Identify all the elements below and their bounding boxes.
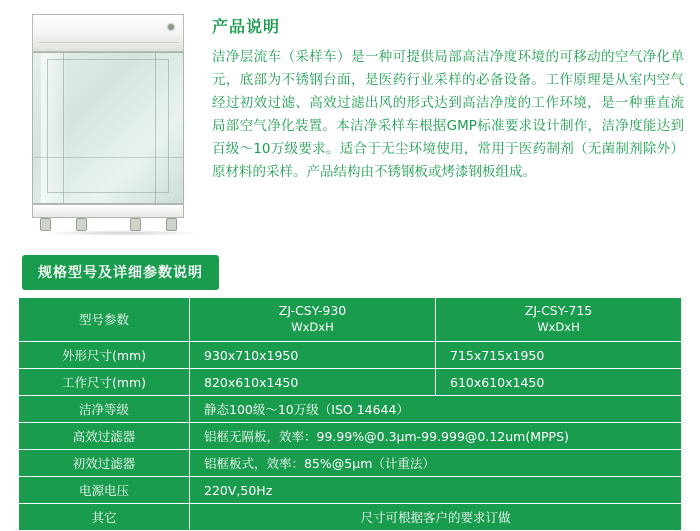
table-row	[19, 396, 682, 423]
cabinet-base-panel	[32, 204, 184, 218]
row-value-model-1: 930x710x1950	[190, 342, 436, 369]
product-photo	[18, 8, 200, 240]
indicator-light-icon	[168, 24, 174, 30]
cabinet-shadow	[42, 230, 202, 236]
table-row	[19, 342, 682, 369]
table-row	[19, 450, 682, 477]
cabinet-illustration	[32, 14, 184, 226]
row-value-span: 铝框板式，效率：85%@5μm（计重法）	[190, 450, 682, 477]
spec-table	[18, 297, 682, 531]
product-description-title: 产品说明	[212, 17, 281, 36]
row-value-model-1: 820x610x1450	[190, 369, 436, 396]
cabinet-top-seam	[39, 42, 179, 43]
table-header-row	[19, 298, 682, 342]
product-description-text: 洁净层流车（采样车）是一种可提供局部高洁净度环境的可移动的空气净化单元，底部为不锈钢台面，是医药行业采样的必备设备。工作原理是从室内空气经过初效过滤、高效过滤出风的形式达到高洁净度的工作环境，是一种垂直流局部空气净化装置。本洁净采样车根据GMP标准要求设计制作，洁净度能达到百级～10万级要求。适合于无尘环境使用，常用于医药制剂（无菌制剂除外）原材料的采样。产品结构由不锈钢板或烤漆钢板组成。	[212, 49, 684, 180]
row-value-span: 静态100级～10万级（ISO 14644）	[190, 396, 682, 423]
row-value-span: 220V,50Hz	[190, 477, 682, 504]
table-row	[19, 504, 682, 531]
row-param: 洁净等级	[19, 396, 190, 423]
model-1-label: ZJ-CSY-930	[278, 303, 347, 318]
row-value-span: 铝框无隔板，效率：99.99%@0.3μm-99.999@0.12um(MPPS)	[190, 423, 682, 450]
row-value-span: 尺寸可根据客户的要求订做	[190, 504, 682, 531]
row-param: 高效过滤器	[19, 423, 190, 450]
model-2-label: ZJ-CSY-715	[524, 303, 593, 318]
row-param: 电源电压	[19, 477, 190, 504]
row-param: 工作尺寸(mm)	[19, 369, 190, 396]
cabinet-top-panel	[32, 14, 184, 52]
row-param: 外形尺寸(mm)	[19, 342, 190, 369]
row-param: 初效过滤器	[19, 450, 190, 477]
model-2-sub: WxDxH	[537, 320, 580, 334]
cabinet-inner-frame	[47, 59, 169, 193]
cabinet-glass-enclosure	[32, 52, 184, 204]
table-header-model-2	[436, 298, 682, 342]
table-header-model-1	[190, 298, 436, 342]
model-1-sub: WxDxH	[291, 320, 334, 334]
row-param: 其它	[19, 504, 190, 531]
row-value-model-2: 715x715x1950	[436, 342, 682, 369]
table-header-param: 型号参数	[19, 298, 190, 342]
row-value-model-2: 610x610x1450	[436, 369, 682, 396]
spec-section-header: 规格型号及详细参数说明	[22, 255, 219, 290]
table-row	[19, 423, 682, 450]
product-description-block	[212, 14, 684, 184]
table-row	[19, 369, 682, 396]
product-intro-section	[0, 0, 700, 246]
table-row	[19, 477, 682, 504]
